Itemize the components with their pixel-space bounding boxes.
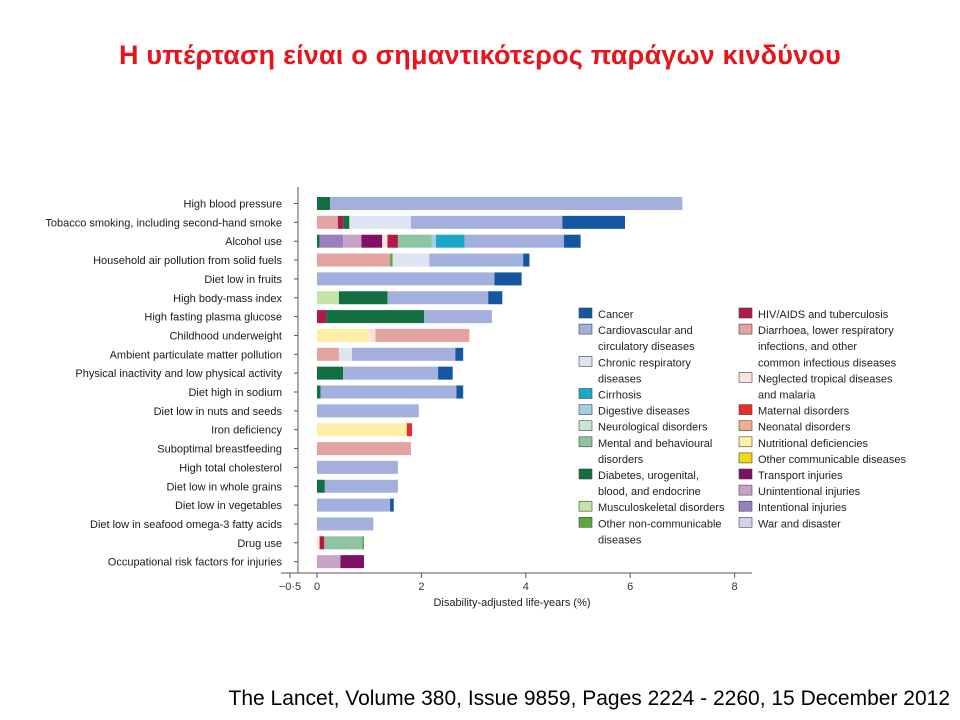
legend-label-cirrhosis: Cirrhosis bbox=[598, 389, 642, 402]
bar-segment-cancer bbox=[390, 499, 394, 512]
category-labels bbox=[45, 199, 282, 569]
bar-segment-cardio bbox=[352, 348, 455, 361]
category-label: Diet low in seafood omega-3 fatty acids bbox=[90, 518, 282, 531]
category-label: Suboptimal breastfeeding bbox=[157, 443, 282, 456]
bar-segment-hiv_tb bbox=[317, 310, 326, 323]
category-label: Ambient particulate matter pollution bbox=[109, 349, 282, 362]
legend-swatch-ntd bbox=[739, 372, 752, 382]
legend-swatch-unintentional bbox=[739, 485, 752, 495]
bar-segment-diabetes bbox=[317, 197, 330, 210]
legend-swatch-neuro bbox=[579, 421, 592, 431]
legend-swatch-chronic_resp bbox=[579, 356, 592, 366]
bar-segment-other_ncd bbox=[362, 536, 364, 549]
bar-segment-diarrhoea bbox=[375, 329, 469, 342]
legend-label-ntd: Neglected tropical diseases and malaria bbox=[758, 373, 893, 402]
bar-segment-cancer bbox=[438, 367, 453, 380]
bar-segment-nutritional bbox=[317, 329, 369, 342]
bar-segment-cardio bbox=[325, 480, 398, 493]
bar-segment-diarrhoea bbox=[317, 254, 390, 267]
legend bbox=[579, 308, 906, 546]
category-label: Diet low in nuts and seeds bbox=[153, 405, 282, 418]
bar-segment-ntd bbox=[369, 329, 375, 342]
bar-segment-mental bbox=[324, 536, 362, 549]
slide-title: Η υπέρταση είναι ο σημαντικότερος παράγων κινδύνου bbox=[118, 40, 841, 70]
bar-segment-hiv_tb bbox=[387, 235, 397, 248]
bar-segment-ntd bbox=[382, 235, 387, 248]
x-tick-label: 6 bbox=[627, 581, 634, 593]
bar-segment-cardio bbox=[321, 386, 457, 399]
bar-segment-musculo bbox=[317, 291, 339, 304]
x-tick-label: 8 bbox=[731, 581, 738, 593]
citation: The Lancet, Volume 380, Issue 9859, Pages 2224 - 2260, 15 December 2012 bbox=[228, 687, 950, 710]
category-label: Diet high in sodium bbox=[188, 387, 282, 399]
bar-segment-intentional bbox=[320, 235, 343, 248]
legend-label-transport: Transport injuries bbox=[758, 470, 843, 482]
legend-label-diarrhoea: Diarrhoea, lower respiratory infections, and other common infectious diseases bbox=[758, 325, 897, 370]
bar-segment-cardio bbox=[465, 235, 564, 248]
bar-segment-cardio bbox=[411, 216, 562, 229]
bar-segment-ntd bbox=[317, 536, 320, 549]
legend-label-neonatal: Neonatal disorders bbox=[758, 421, 851, 434]
category-label: Occupational risk factors for injuries bbox=[107, 556, 282, 569]
x-tick-label: 2 bbox=[418, 581, 425, 593]
bar-segment-cardio bbox=[429, 254, 523, 267]
bar-segment-transport bbox=[340, 555, 363, 568]
legend-swatch-transport bbox=[739, 469, 752, 479]
legend-label-other_ncd: Other non-communicable diseases bbox=[598, 518, 722, 547]
bar-segment-cardio bbox=[387, 291, 488, 304]
legend-swatch-cirrhosis bbox=[579, 389, 592, 399]
legend-label-war: War and disaster bbox=[758, 518, 841, 531]
bar-segment-cancer bbox=[488, 291, 502, 304]
bar-segment-diabetes bbox=[317, 235, 320, 248]
bar-segment-hiv_tb bbox=[338, 216, 343, 229]
category-label: Diet low in vegetables bbox=[174, 500, 282, 513]
bar-segment-mental bbox=[398, 235, 432, 248]
x-tick-label: 4 bbox=[522, 581, 529, 593]
legend-swatch-mental bbox=[579, 437, 592, 447]
bar-segment-chronic_resp bbox=[393, 254, 430, 267]
legend-label-digestive: Digestive diseases bbox=[598, 405, 690, 418]
bar-segment-diabetes bbox=[326, 310, 424, 323]
category-label: Diet low in fruits bbox=[204, 273, 282, 286]
legend-label-diabetes: Diabetes, urogenital, blood, and endocrine bbox=[598, 470, 701, 499]
bar-segment-cirrhosis bbox=[436, 235, 465, 248]
category-label: Household air pollution from solid fuels bbox=[93, 255, 282, 268]
bar-segment-cardio bbox=[317, 517, 373, 530]
bar-segment-diabetes bbox=[339, 291, 388, 304]
category-label: High fasting plasma glucose bbox=[144, 311, 282, 324]
bar-segment-cancer bbox=[455, 348, 463, 361]
legend-swatch-musculo bbox=[579, 501, 592, 511]
bar-segment-cardio bbox=[317, 272, 494, 285]
legend-label-intentional: Intentional injuries bbox=[758, 502, 847, 515]
x-axis-title: Disability-adjusted life-years (%) bbox=[433, 597, 591, 609]
bar-segment-cardio bbox=[317, 461, 398, 474]
legend-swatch-diarrhoea bbox=[739, 324, 752, 334]
legend-swatch-neonatal bbox=[739, 421, 752, 431]
bar-segment-cardio bbox=[330, 197, 682, 210]
bar-segment-cancer bbox=[564, 235, 581, 248]
legend-label-neuro: Neurological disorders bbox=[598, 421, 708, 434]
bar-segment-maternal bbox=[407, 423, 412, 436]
bar-segment-digestive bbox=[432, 235, 436, 248]
legend-label-cardio: Cardiovascular and circulatory diseases bbox=[598, 325, 695, 354]
legend-label-other_comm: Other communicable diseases bbox=[758, 453, 906, 466]
legend-label-musculo: Musculoskeletal disorders bbox=[598, 502, 725, 515]
bar-segment-nutritional bbox=[317, 423, 407, 436]
legend-label-cancer: Cancer bbox=[598, 309, 634, 321]
legend-label-maternal: Maternal disorders bbox=[758, 405, 850, 418]
x-tick-label: 0 bbox=[313, 581, 321, 593]
category-label: Diet low in whole grains bbox=[166, 481, 282, 494]
bar-segment-cancer bbox=[494, 272, 521, 285]
bar-segment-cardio bbox=[317, 499, 390, 512]
bar-segment-other_ncd bbox=[390, 254, 393, 267]
category-label: Iron deficiency bbox=[211, 424, 282, 437]
bar-segment-cardio bbox=[317, 404, 419, 417]
legend-swatch-other_comm bbox=[739, 453, 752, 463]
category-label: High blood pressure bbox=[183, 198, 282, 211]
legend-label-nutritional: Nutritional deficiencies bbox=[758, 437, 869, 450]
bar-segment-unintentional bbox=[343, 235, 361, 248]
bar-segment-hiv_tb bbox=[320, 536, 325, 549]
bar-segment-unintentional bbox=[317, 555, 340, 568]
legend-swatch-war bbox=[739, 517, 752, 527]
legend-swatch-cancer bbox=[579, 308, 592, 318]
legend-swatch-maternal bbox=[739, 405, 752, 415]
bar-segment-chronic_resp bbox=[339, 348, 352, 361]
bar-segment-chronic_resp bbox=[349, 216, 411, 229]
category-label: High body-mass index bbox=[173, 292, 282, 305]
bar-segment-diarrhoea bbox=[317, 348, 339, 361]
category-label: Childhood underweight bbox=[169, 330, 282, 343]
category-label: Alcohol use bbox=[225, 236, 282, 249]
bar-segment-cardio bbox=[343, 367, 438, 380]
bar-segment-cancer bbox=[456, 386, 463, 399]
legend-label-chronic_resp: Chronic respiratory diseases bbox=[598, 357, 691, 386]
bar-segment-diabetes bbox=[343, 216, 349, 229]
legend-swatch-other_ncd bbox=[579, 517, 592, 527]
bar-segment-diarrhoea bbox=[317, 216, 338, 229]
category-label: High total cholesterol bbox=[179, 462, 282, 475]
x-tick-label: −0·5 bbox=[278, 581, 302, 593]
bar-segment-cancer bbox=[523, 254, 529, 267]
legend-swatch-cardio bbox=[579, 324, 592, 334]
legend-label-mental: Mental and behavioural disorders bbox=[598, 437, 713, 466]
legend-swatch-digestive bbox=[579, 405, 592, 415]
legend-swatch-hiv_tb bbox=[739, 308, 752, 318]
bar-segment-cancer bbox=[562, 216, 625, 229]
bar-segment-diabetes bbox=[317, 367, 343, 380]
legend-swatch-diabetes bbox=[579, 469, 592, 479]
category-label: Physical inactivity and low physical activity bbox=[75, 368, 282, 381]
category-label: Tobacco smoking, including second-hand smoke bbox=[45, 217, 282, 230]
category-label: Drug use bbox=[237, 537, 282, 550]
legend-swatch-nutritional bbox=[739, 437, 752, 447]
legend-label-unintentional: Unintentional injuries bbox=[758, 486, 861, 499]
bar-segment-diabetes bbox=[317, 480, 325, 493]
legend-swatch-intentional bbox=[739, 501, 752, 511]
bar-segment-diabetes bbox=[317, 386, 321, 399]
bar-segment-diarrhoea bbox=[317, 442, 411, 455]
bar-segment-cardio bbox=[424, 310, 492, 323]
bar-segment-transport bbox=[361, 235, 382, 248]
legend-label-hiv_tb: HIV/AIDS and tuberculosis bbox=[758, 309, 889, 321]
